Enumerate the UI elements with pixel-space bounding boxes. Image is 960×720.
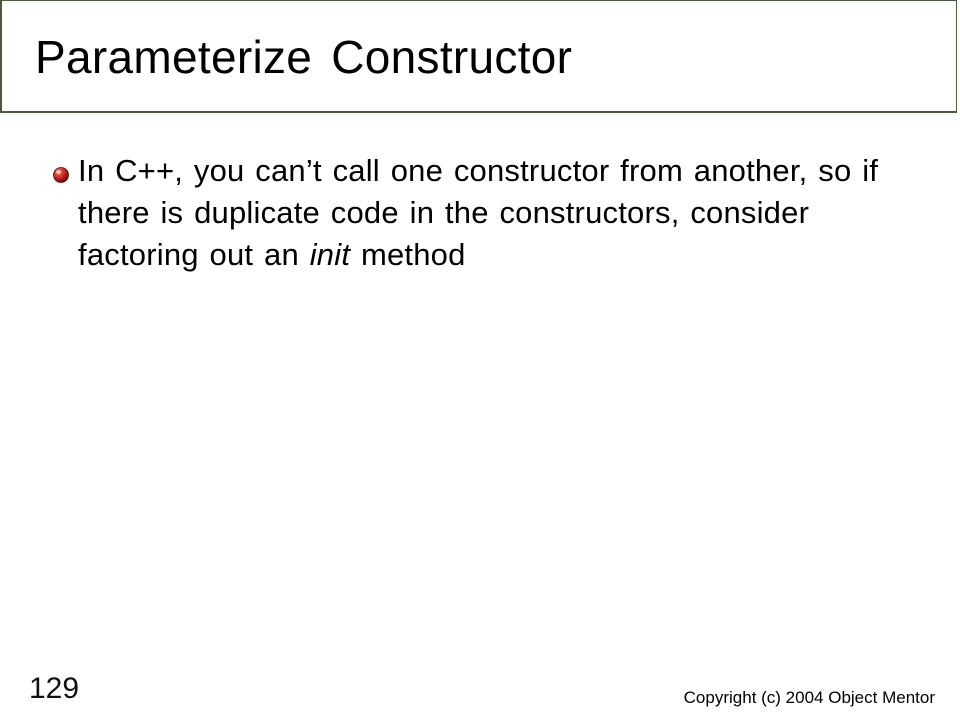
bullet-text bbox=[78, 150, 928, 276]
bullet-text-italic: init bbox=[309, 237, 351, 272]
bullet-text-end: method bbox=[350, 237, 466, 272]
copyright-notice: Copyright (c) 2004 Object Mentor bbox=[683, 688, 935, 707]
slide-title: Parameterize Constructor bbox=[35, 31, 573, 83]
red-ball-bullet-icon bbox=[52, 166, 70, 184]
page-number: 129 bbox=[29, 672, 80, 705]
bullet-text-main: In C++, you can’t call one constructor from another, so if there is duplicate code in the constructors, consider factoring out an bbox=[78, 153, 879, 272]
